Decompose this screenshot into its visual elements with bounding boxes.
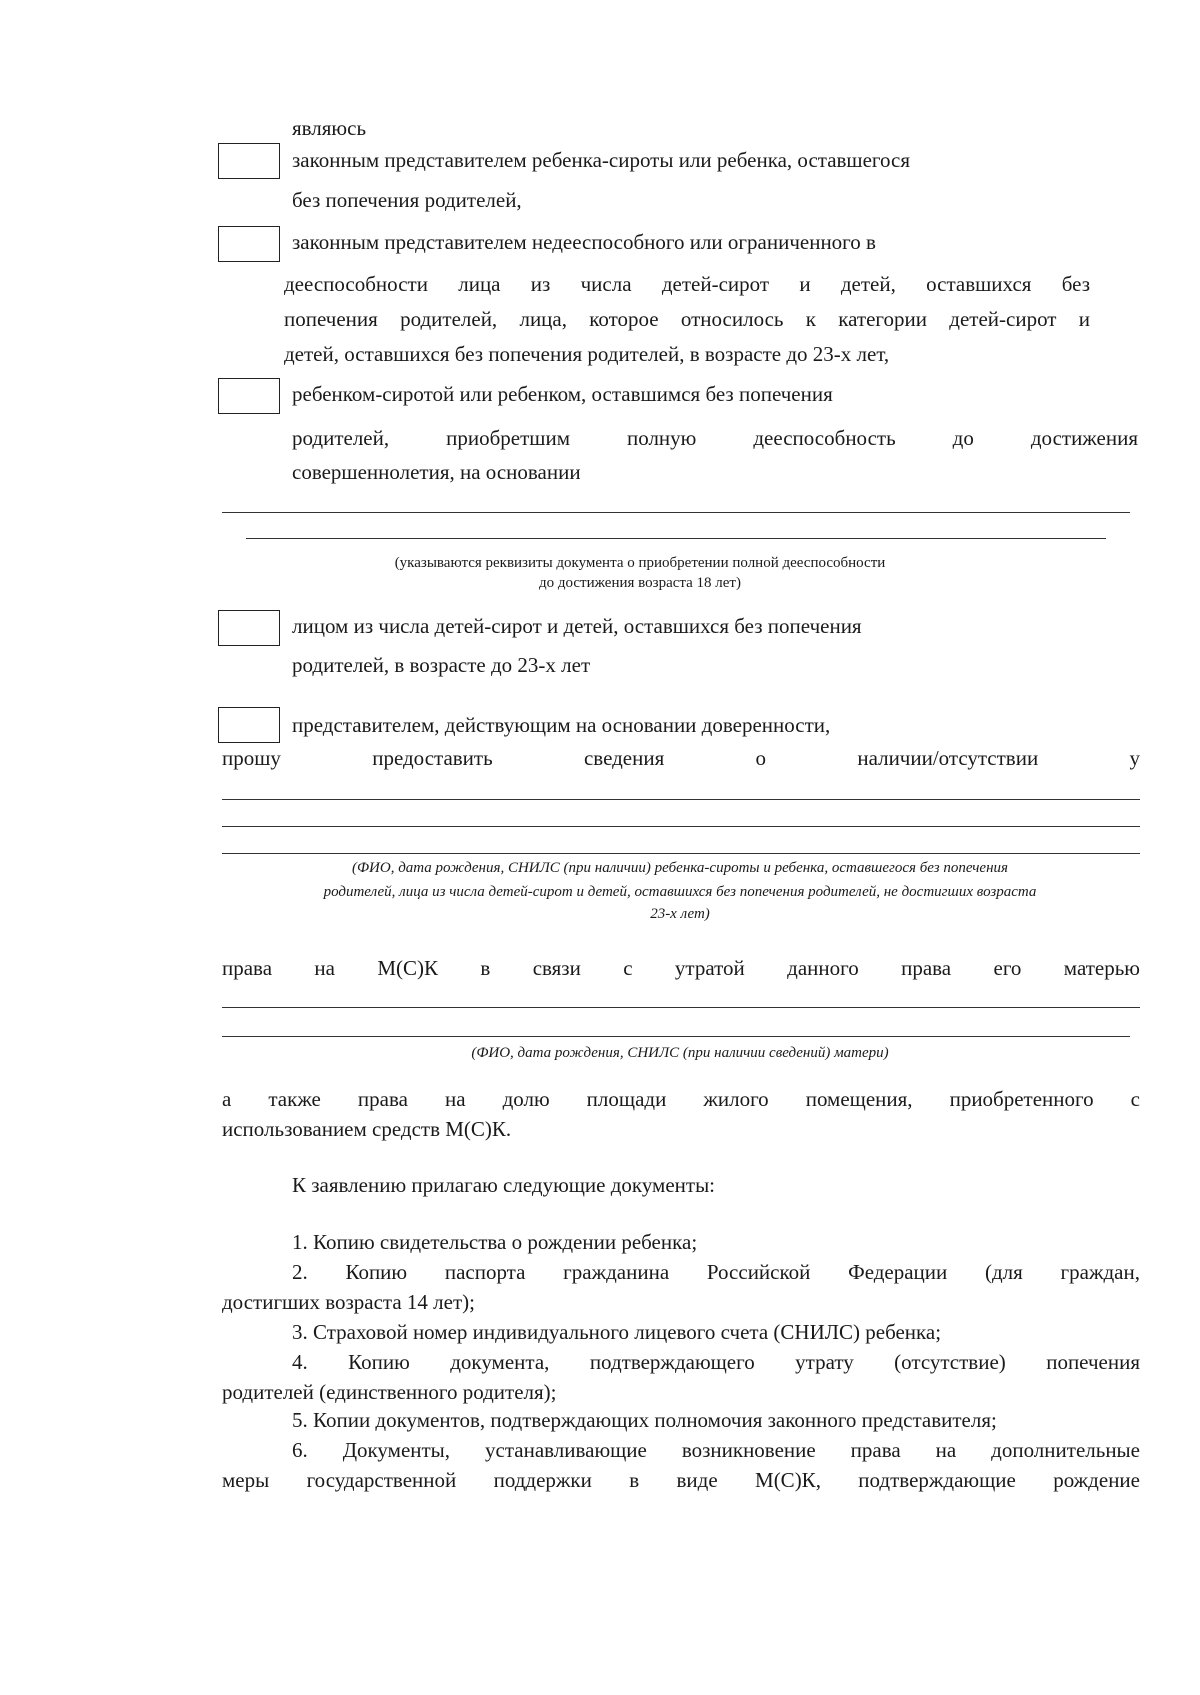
attachments-heading: К заявлению прилагаю следующие документы: <box>292 1173 716 1197</box>
document-item-2-line-2: достигших возраста 14 лет); <box>222 1290 475 1314</box>
caption-child-1: (ФИО, дата рождения, СНИЛС (при наличии) ребенка-сироты и ребенка, оставшегося без попечения <box>351 860 1009 876</box>
checkbox-legal-rep-incapacitated[interactable] <box>218 226 280 262</box>
blank-line-mother-1[interactable] <box>222 1007 1140 1008</box>
option-4-line-2: родителей, в возрасте до 23-х лет <box>292 653 591 677</box>
option-3-line-2: родителей, приобретшим полную дееспособность до достижения <box>292 426 1138 450</box>
document-item-4-line-2: родителей (единственного родителя); <box>222 1380 557 1404</box>
blank-line-child-1[interactable] <box>222 799 1140 800</box>
housing-line-1: а также права на долю площади жилого помещения, приобретенного с <box>222 1087 1140 1111</box>
option-2-line-2: дееспособности лица из числа детей-сирот и детей, оставшихся без <box>284 272 1090 296</box>
document-item-6-line-2: меры государственной поддержки в виде М(С)К, подтверждающие рождение <box>222 1468 1140 1492</box>
option-4-line-1: лицом из числа детей-сирот и детей, оставшихся без попечения <box>292 614 862 638</box>
option-5-line-1: представителем, действующим на основании доверенности, <box>292 713 831 737</box>
intro-text: являюсь <box>292 116 367 140</box>
caption-child-2: родителей, лица из числа детей-сирот и детей, оставшихся без попечения родителей, не достигших возраста <box>323 884 1037 900</box>
blank-line-requisites-2[interactable] <box>246 538 1106 539</box>
option-1-line-1: законным представителем ребенка-сироты или ребенка, оставшегося <box>292 148 911 172</box>
checkbox-legal-rep-orphan[interactable] <box>218 143 280 179</box>
document-item-3: 3. Страховой номер индивидуального лицевого счета (СНИЛС) ребенка; <box>292 1320 942 1344</box>
blank-line-child-3[interactable] <box>222 853 1140 854</box>
request-line: прошу предоставить сведения о наличии/отсутствии у <box>222 746 1140 770</box>
caption-child-3: 23-х лет) <box>650 906 710 922</box>
option-2-line-4: детей, оставшихся без попечения родителей, в возрасте до 23-х лет, <box>284 342 890 366</box>
blank-line-child-2[interactable] <box>222 826 1140 827</box>
caption-requisites-1: (указываются реквизиты документа о приобретении полной дееспособности <box>394 555 886 571</box>
document-item-2-line-1: 2. Копию паспорта гражданина Российской Федерации (для граждан, <box>292 1260 1140 1284</box>
option-3-line-1: ребенком-сиротой или ребенком, оставшимся без попечения <box>292 382 833 406</box>
option-2-line-1: законным представителем недееспособного или ограниченного в <box>292 230 876 254</box>
document-item-1: 1. Копию свидетельства о рождении ребенка; <box>292 1230 698 1254</box>
blank-line-requisites-1[interactable] <box>222 512 1130 513</box>
document-item-4-line-1: 4. Копию документа, подтверждающего утрату (отсутствие) попечения <box>292 1350 1140 1374</box>
checkbox-person-from-orphans[interactable] <box>218 610 280 646</box>
checkbox-representative-by-proxy[interactable] <box>218 707 280 743</box>
caption-requisites-2: до достижения возраста 18 лет) <box>539 575 741 591</box>
option-3-line-3: совершеннолетия, на основании <box>292 460 581 484</box>
document-item-6-line-1: 6. Документы, устанавливающие возникновение права на дополнительные <box>292 1438 1140 1462</box>
blank-line-mother-2[interactable] <box>222 1036 1130 1037</box>
caption-mother: (ФИО, дата рождения, СНИЛС (при наличии сведений) матери) <box>471 1045 889 1061</box>
option-1-line-2: без попечения родителей, <box>292 188 522 212</box>
option-2-line-3: попечения родителей, лица, которое относилось к категории детей-сирот и <box>284 307 1090 331</box>
housing-line-2: использованием средств М(С)К. <box>222 1117 512 1141</box>
document-item-5: 5. Копии документов, подтверждающих полномочия законного представителя; <box>292 1408 997 1432</box>
rights-line: права на М(С)К в связи с утратой данного права его матерью <box>222 956 1140 980</box>
checkbox-orphan-full-capacity[interactable] <box>218 378 280 414</box>
